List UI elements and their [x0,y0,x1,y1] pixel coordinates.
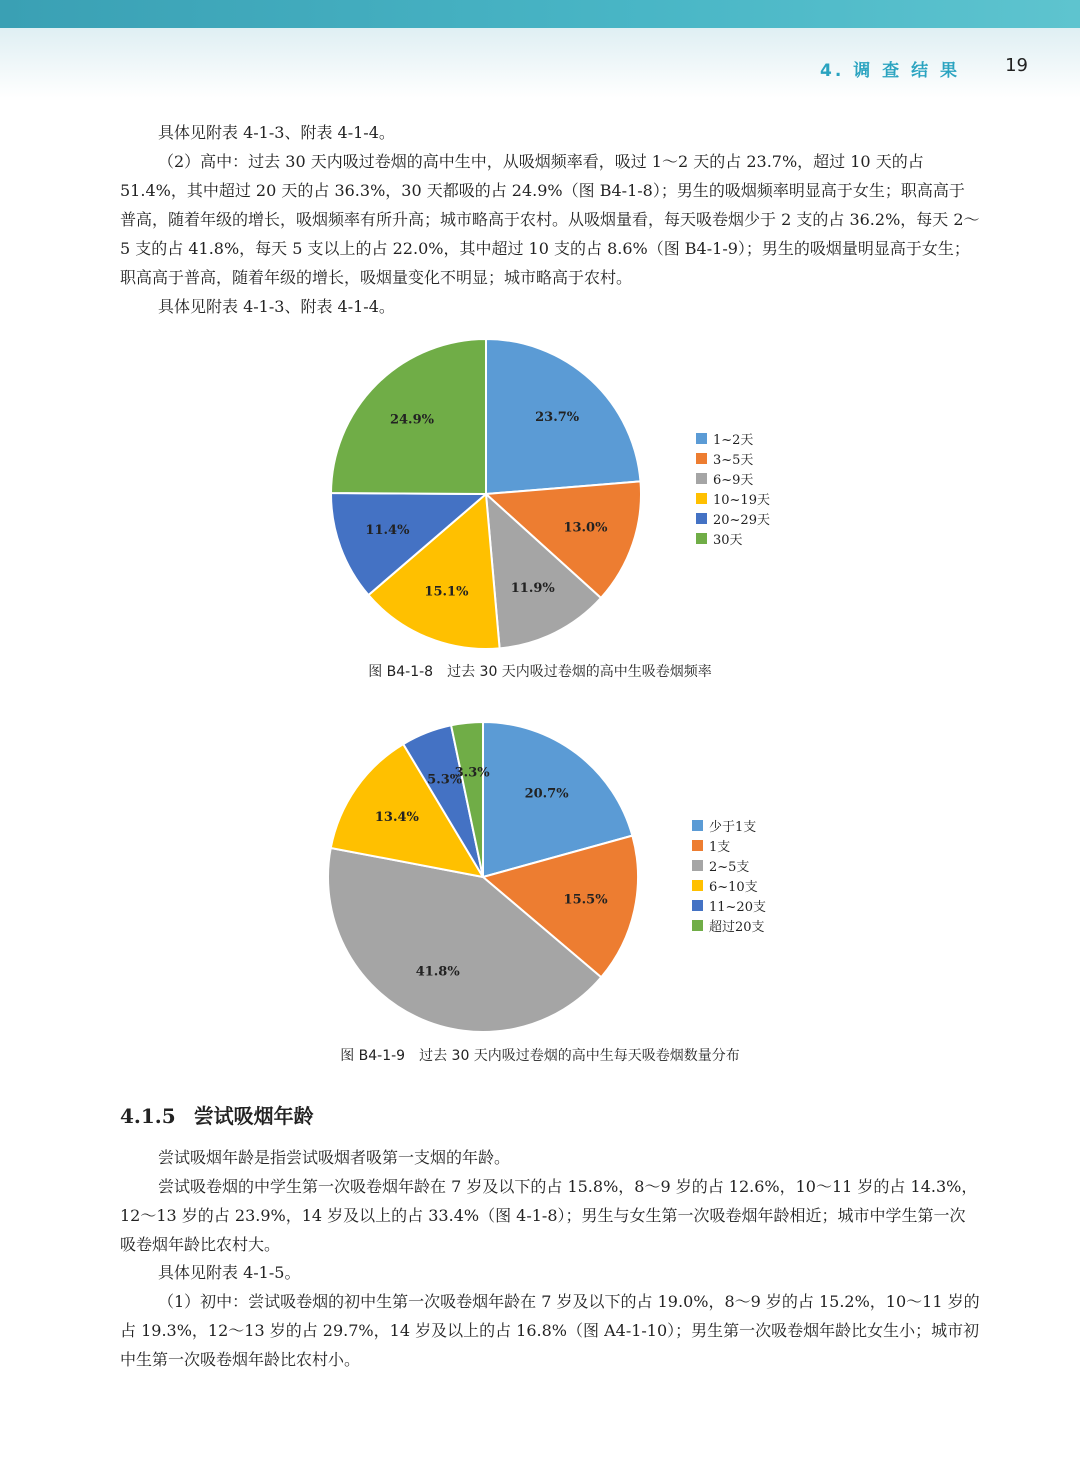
legend-label: 超过20支 [709,919,765,935]
section-heading [120,1100,332,1129]
legend-label: 10~19天 [713,492,770,508]
legend-item [692,855,766,875]
legend-item [696,528,770,548]
legend-label: 6~10支 [709,879,758,895]
data-label: 24.9% [389,412,434,428]
data-label: 11.9% [510,581,555,597]
legend-label: 2~5支 [709,859,750,875]
legend-swatch [692,860,703,871]
data-label: 23.7% [535,409,580,425]
section-number: 4.1.5 [120,1104,176,1128]
legend-item [692,895,766,915]
header-bar [0,0,1080,28]
paragraph-age-overview: 尝试吸卷烟的中学生第一次吸卷烟年龄在 7 岁及以下的占 15.8%，8～9 岁的占 12.6%，10～11 岁的占 14.3%，12～13 岁的占 23.9%，14 岁及以上的占 33.4%（图 4-1-8）；男生与女生第一次吸卷烟年龄相近；城市中学生第一次吸卷烟年龄比农村大。 [120,1177,978,1254]
legend-swatch [692,840,703,851]
figure-caption-b4-1-8: 图 B4-1-8 过去 30 天内吸过卷烟的高中生吸卷烟频率 [368,664,712,680]
legend-item [692,875,766,895]
legend-swatch [696,453,707,464]
legend-item [696,508,770,528]
legend-swatch [696,473,707,484]
legend-item [692,815,766,835]
legend-label: 20~29天 [713,512,770,528]
legend-swatch [692,920,703,931]
pie-chart-frequency [320,330,660,660]
legend-label: 6~9天 [713,472,754,488]
data-label: 20.7% [524,786,569,802]
legend-label: 少于1支 [709,819,757,835]
pie-chart-quantity [320,715,650,1040]
legend-swatch [696,513,707,524]
legend-label: 30天 [713,532,743,548]
legend-label: 1支 [709,839,731,855]
figure-caption-b4-1-9: 图 B4-1-9 过去 30 天内吸过卷烟的高中生每天吸卷烟数量分布 [340,1048,740,1064]
legend-label: 11~20支 [709,899,766,915]
data-label: 13.0% [563,520,608,536]
legend-item [696,428,770,448]
paragraph-ref-1: 具体见附表 4-1-3、附表 4-1-4。 [158,123,395,142]
paragraph-junior-high: （1）初中：尝试吸卷烟的初中生第一次吸卷烟年龄在 7 岁及以下的占 19.0%，8～9 岁的占 15.2%，10～11 岁的占 19.3%，12～13 岁的占 29.7%，14 岁及以上的占 16.8%（图 A4-1-10）；男生第一次吸卷烟年龄比女生小；城市初中生第一次吸卷烟年龄比农村小。 [120,1292,980,1369]
legend-item [696,468,770,488]
legend-label: 3~5天 [713,452,754,468]
section-title: 尝试吸烟年龄 [193,1104,314,1128]
legend-item [692,915,766,935]
legend-swatch [696,433,707,444]
legend-swatch [696,493,707,504]
legend-quantity [692,815,766,935]
legend-swatch [692,880,703,891]
legend-item [692,835,766,855]
data-label: 15.5% [563,892,608,908]
legend-item [696,448,770,468]
data-label: 5.3% [427,772,463,788]
page-number: 19 [1005,55,1028,76]
paragraph-definition: 尝试吸烟年龄是指尝试吸烟者吸第一支烟的年龄。 [158,1148,511,1167]
legend-frequency [696,428,770,548]
legend-label: 1~2天 [713,432,754,448]
legend-item [696,488,770,508]
data-label: 41.8% [415,964,460,980]
paragraph-ref-3: 具体见附表 4-1-5。 [158,1263,301,1282]
data-label: 15.1% [424,584,469,600]
data-label: 11.4% [365,523,410,539]
data-label: 13.4% [374,809,419,825]
legend-swatch [692,820,703,831]
paragraph-high-school: （2）高中：过去 30 天内吸过卷烟的高中生中，从吸烟频率看，吸过 1～2 天的占 23.7%，超过 10 天的占 51.4%，其中超过 20 天的占 36.3%，30 天都吸的占 24.9%（图 B4-1-8）；男生的吸烟频率明显高于女生；职高高于普高，随着年级的增长，吸烟频率有所升高；城市略高于农村。从吸烟量看，每天吸卷烟少于 2 支的占 36.2%，每天 2～5 支的占 41.8%，每天 5 支以上的占 22.0%，其中超过 10 支的占 8.6%（图 B4-1-9）；男生的吸烟量明显高于女生；职高高于普高，随着年级的增长，吸烟量变化不明显；城市略高于农村。 [120,152,980,287]
legend-swatch [692,900,703,911]
data-label: 3.3% [454,765,490,781]
running-head-section: 4. 调 查 结 果 [820,61,960,81]
paragraph-ref-2: 具体见附表 4-1-3、附表 4-1-4。 [158,297,395,316]
legend-swatch [696,533,707,544]
